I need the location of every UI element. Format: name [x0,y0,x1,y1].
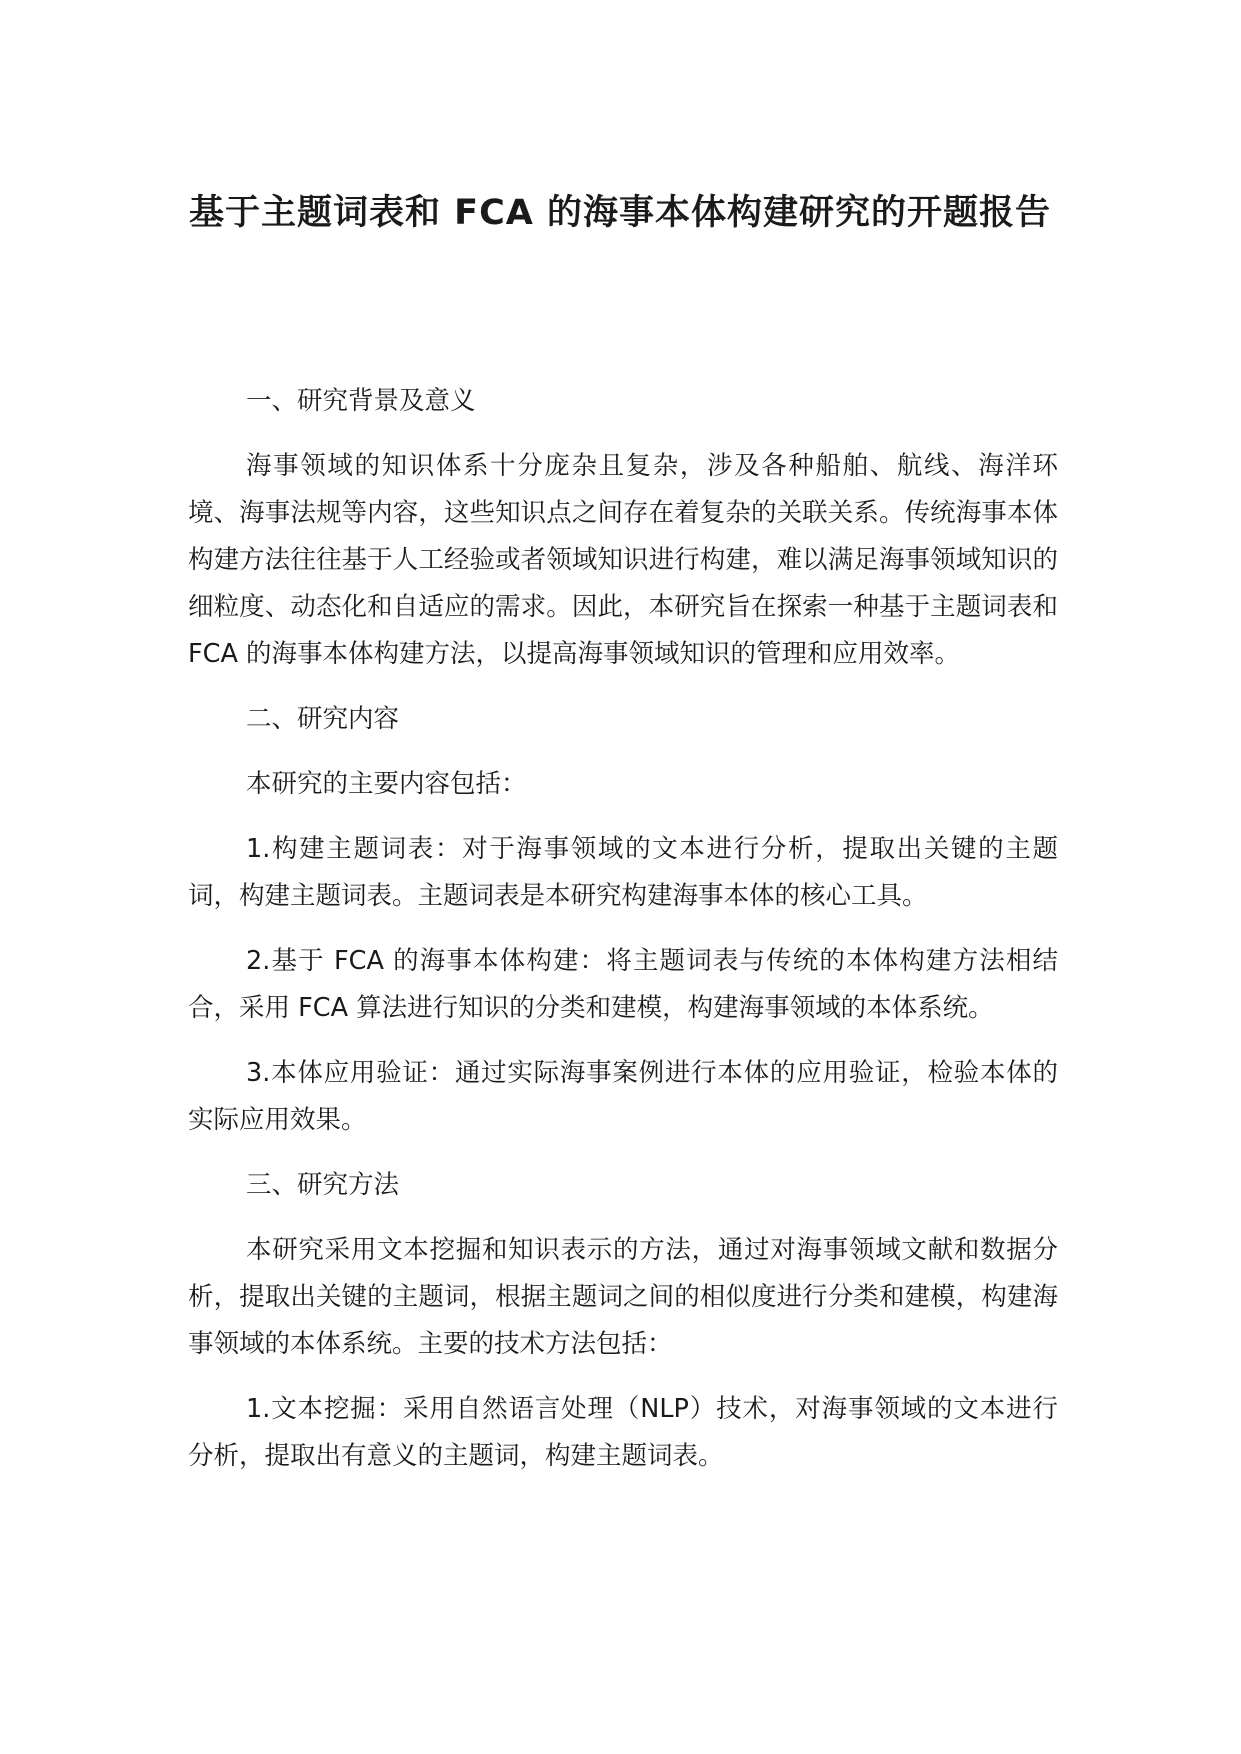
section-heading-methods: 三、研究方法 [246,1170,400,1200]
paragraph-content-item-2: 2.基于 FCA 的海事本体构建：将主题词表与传统的本体构建方法相结合，采用 FCA 算法进行知识的分类和建模，构建海事领域的本体系统。 [188,946,1058,1023]
paragraph-background: 海事领域的知识体系十分庞杂且复杂，涉及各种船舶、航线、海洋环境、海事法规等内容，这些知识点之间存在着复杂的关联关系。传统海事本体构建方法往往基于人工经验或者领域知识进行构建，难以满足海事领域知识的细粒度、动态化和自适应的需求。因此，本研究旨在探索一种基于主题词表和 FCA 的海事本体构建方法，以提高海事领域知识的管理和应用效率。 [188,451,1058,669]
paragraph-content-item-3: 3.本体应用验证：通过实际海事案例进行本体的应用验证，检验本体的实际应用效果。 [188,1058,1058,1135]
document-title: 基于主题词表和 FCA 的海事本体构建研究的开题报告 [188,193,1052,233]
section-heading-background: 一、研究背景及意义 [246,386,476,416]
paragraph-methods-item-1: 1.文本挖掘：采用自然语言处理（NLP）技术，对海事领域的文本进行分析，提取出有意义的主题词，构建主题词表。 [188,1394,1058,1471]
paragraph-content-item-1: 1.构建主题词表：对于海事领域的文本进行分析，提取出关键的主题词，构建主题词表。主题词表是本研究构建海事本体的核心工具。 [188,834,1058,911]
paragraph-content-intro: 本研究的主要内容包括： [246,769,527,799]
paragraph-methods-intro: 本研究采用文本挖掘和知识表示的方法，通过对海事领域文献和数据分析，提取出关键的主题词，根据主题词之间的相似度进行分类和建模，构建海事领域的本体系统。主要的技术方法包括： [188,1235,1058,1359]
section-heading-content: 二、研究内容 [246,704,400,734]
document-body [188,378,1058,1480]
